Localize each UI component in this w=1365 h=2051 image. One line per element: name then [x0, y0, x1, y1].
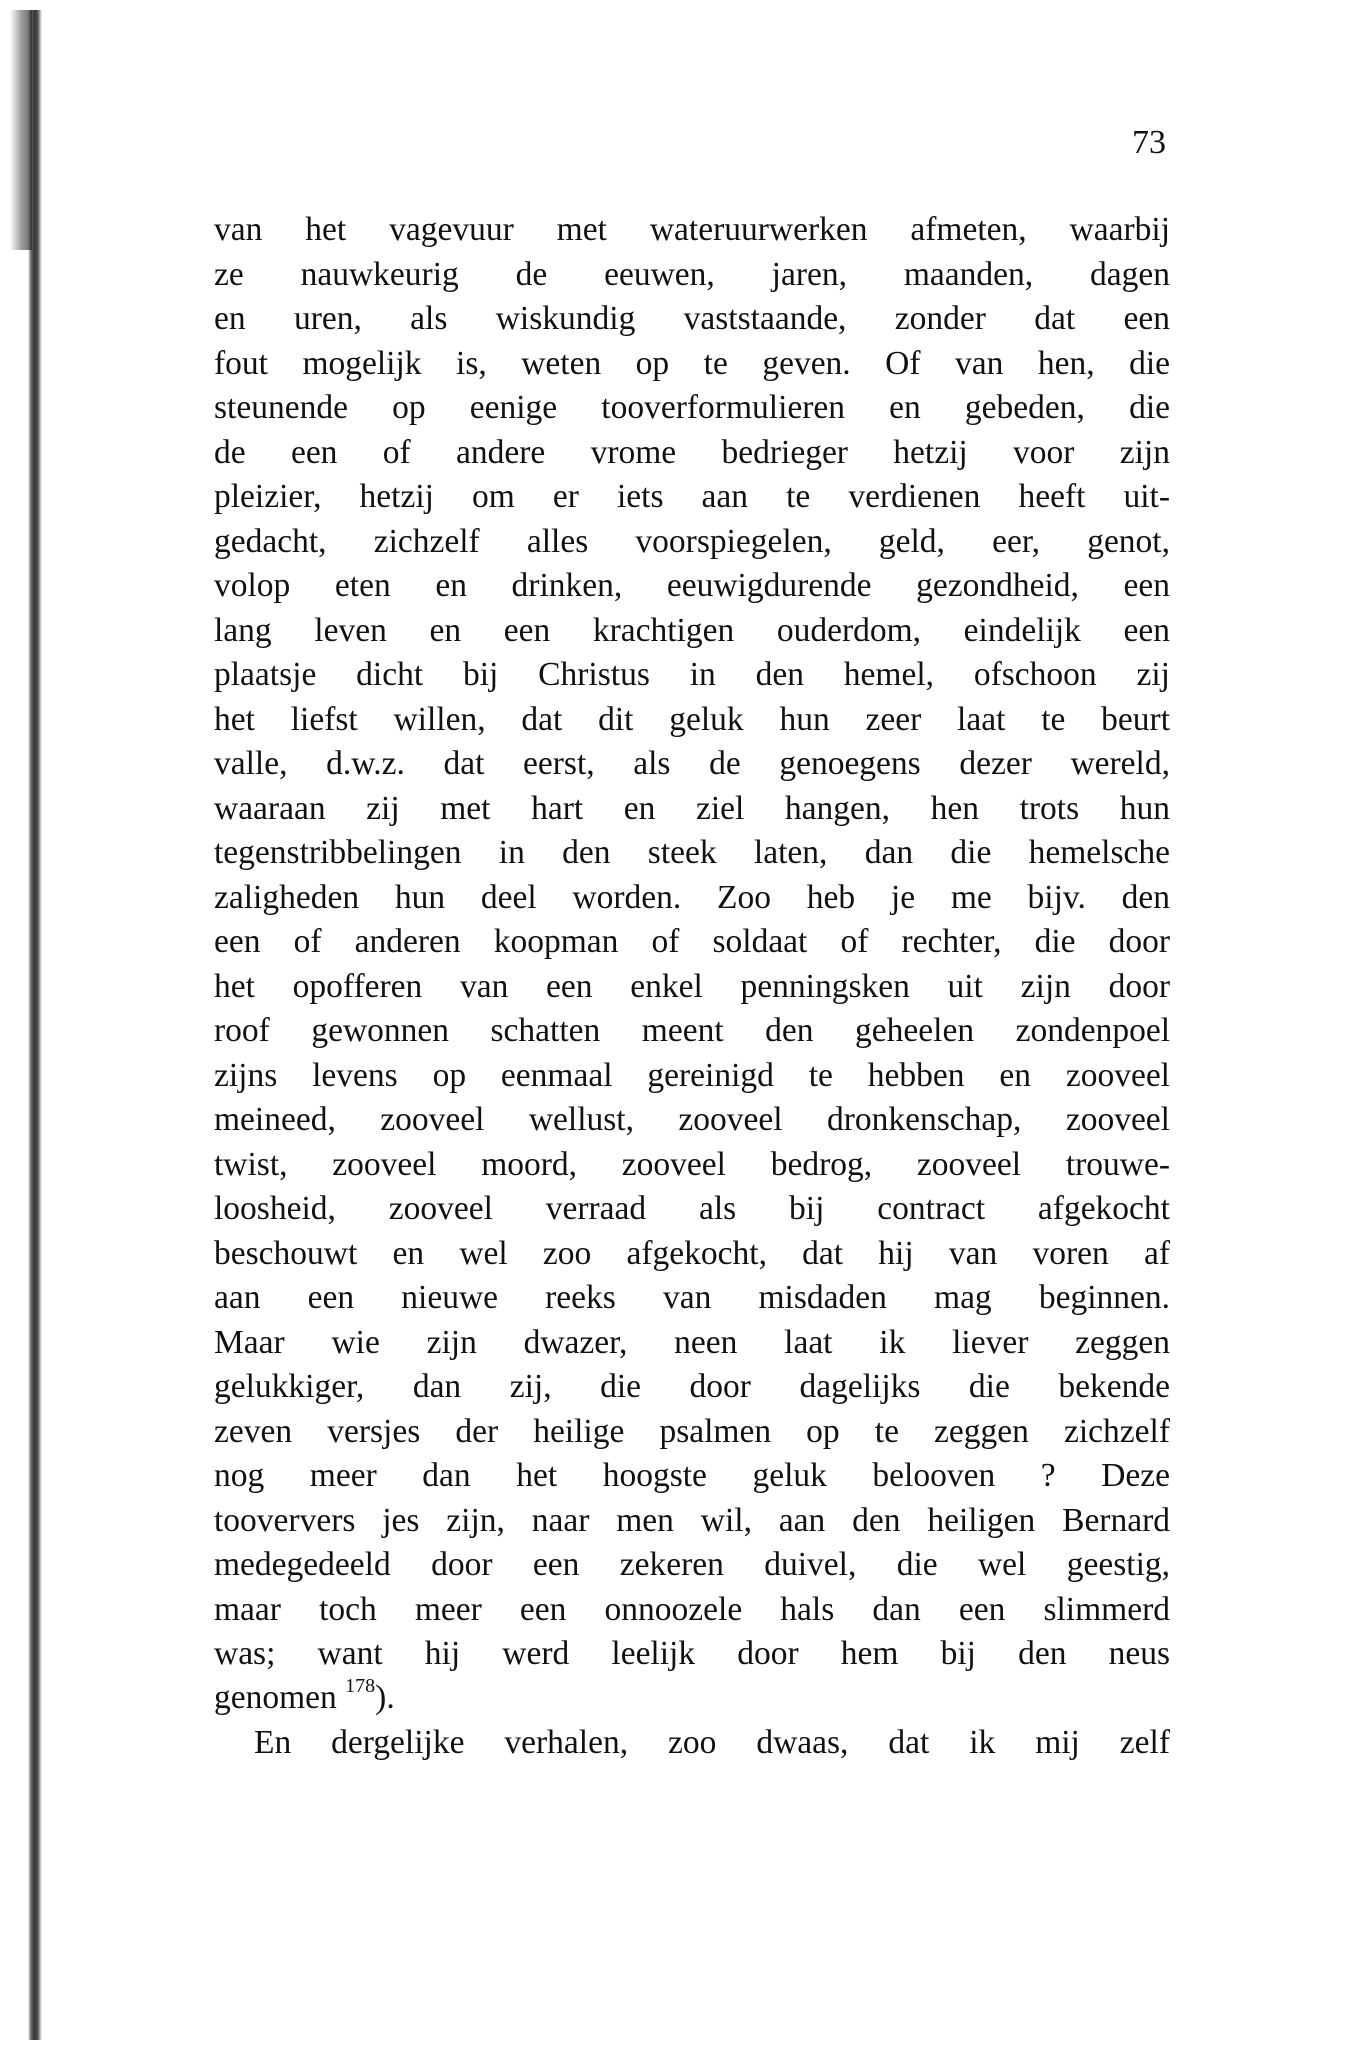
text-line: maar toch meer een onnoozele hals dan een slimmerd: [214, 1590, 1170, 1628]
text-line: twist, zooveel moord, zooveel bedrog, zooveel trouwe-: [214, 1145, 1170, 1183]
text-line: volop eten en drinken, eeuwigdurende gezondheid, een: [214, 567, 1170, 604]
text-line: fout mogelijk is, weten op te geven. Of van hen, die: [214, 344, 1170, 382]
text-line: was; want hij werd leelijk door hem bij den neus: [214, 1635, 1170, 1672]
text-line: zeven versjes der heilige psalmen op te zeggen zichzelf: [214, 1412, 1170, 1450]
body-text: [214, 208, 1170, 1677]
paragraph-end: [214, 1676, 1170, 1765]
text-line: en uren, als wiskundig vaststaande, zonder dat een: [214, 300, 1170, 337]
text-line: van het vagevuur met wateruurwerken afmeten, waarbij: [214, 211, 1170, 248]
text-line: het opofferen van een enkel penningsken uit zijn door: [214, 967, 1170, 1005]
text-line: medegedeeld door een zekeren duivel, die wel geestig,: [214, 1546, 1170, 1583]
text-line: zijns levens op eenmaal gereinigd te hebben en zooveel: [214, 1056, 1170, 1094]
scan-binding-edge: [28, 10, 42, 2040]
text-line: het liefst willen, dat dit geluk hun zeer laat te beurt: [214, 700, 1170, 738]
text-line: waaraan zij met hart en ziel hangen, hen trots hun: [214, 789, 1170, 827]
text-line: lang leven en een krachtigen ouderdom, eindelijk een: [214, 611, 1170, 649]
text-line: beschouwt en wel zoo afgekocht, dat hij van voren af: [214, 1234, 1170, 1272]
text-line: tegenstribbelingen in den steek laten, dan die hemelsche: [214, 834, 1170, 871]
text-line: loosheid, zooveel verraad als bij contract afgekocht: [214, 1190, 1170, 1227]
text-line: gedacht, zichzelf alles voorspiegelen, geld, eer, genot,: [214, 522, 1170, 560]
text-line: [214, 1676, 1170, 1721]
text-line: Maar wie zijn dwazer, neen laat ik liever zeggen: [214, 1323, 1170, 1361]
text-line: ze nauwkeurig de eeuwen, jaren, maanden, dagen: [214, 255, 1170, 293]
text-span: ).: [375, 1679, 395, 1716]
text-line: roof gewonnen schatten meent den geheelen zondenpoel: [214, 1012, 1170, 1049]
text-line: aan een nieuwe reeks van misdaden mag beginnen.: [214, 1279, 1170, 1316]
text-line: nog meer dan het hoogste geluk belooven ? Deze: [214, 1457, 1170, 1494]
text-line: de een of andere vrome bedrieger hetzij voor zijn: [214, 433, 1170, 471]
text-span: genomen: [214, 1679, 346, 1716]
paragraph-2-first-line: En dergelijke verhalen, zoo dwaas, dat ik mij zelf: [254, 1723, 1170, 1761]
text-line: meineed, zooveel wellust, zooveel dronkenschap, zooveel: [214, 1101, 1170, 1138]
page-number: 73: [1132, 124, 1166, 161]
text-line: een of anderen koopman of soldaat of rechter, die door: [214, 923, 1170, 960]
text-line: pleizier, hetzij om er iets aan te verdienen heeft uit-: [214, 478, 1170, 515]
text-line: valle, d.w.z. dat eerst, als de genoegens dezer wereld,: [214, 745, 1170, 782]
text-line: tooververs jes zijn, naar men wil, aan den heiligen Bernard: [214, 1501, 1170, 1539]
text-line: zaligheden hun deel worden. Zoo heb je me bijv. den: [214, 878, 1170, 916]
scan-binding-shadow: [10, 10, 32, 250]
text-line: plaatsje dicht bij Christus in den hemel, ofschoon zij: [214, 656, 1170, 693]
text-line: steunende op eenige tooverformulieren en gebeden, die: [214, 389, 1170, 426]
text-line: gelukkiger, dan zij, die door dagelijks die bekende: [214, 1368, 1170, 1405]
footnote-reference[interactable]: 178: [345, 1675, 376, 1697]
